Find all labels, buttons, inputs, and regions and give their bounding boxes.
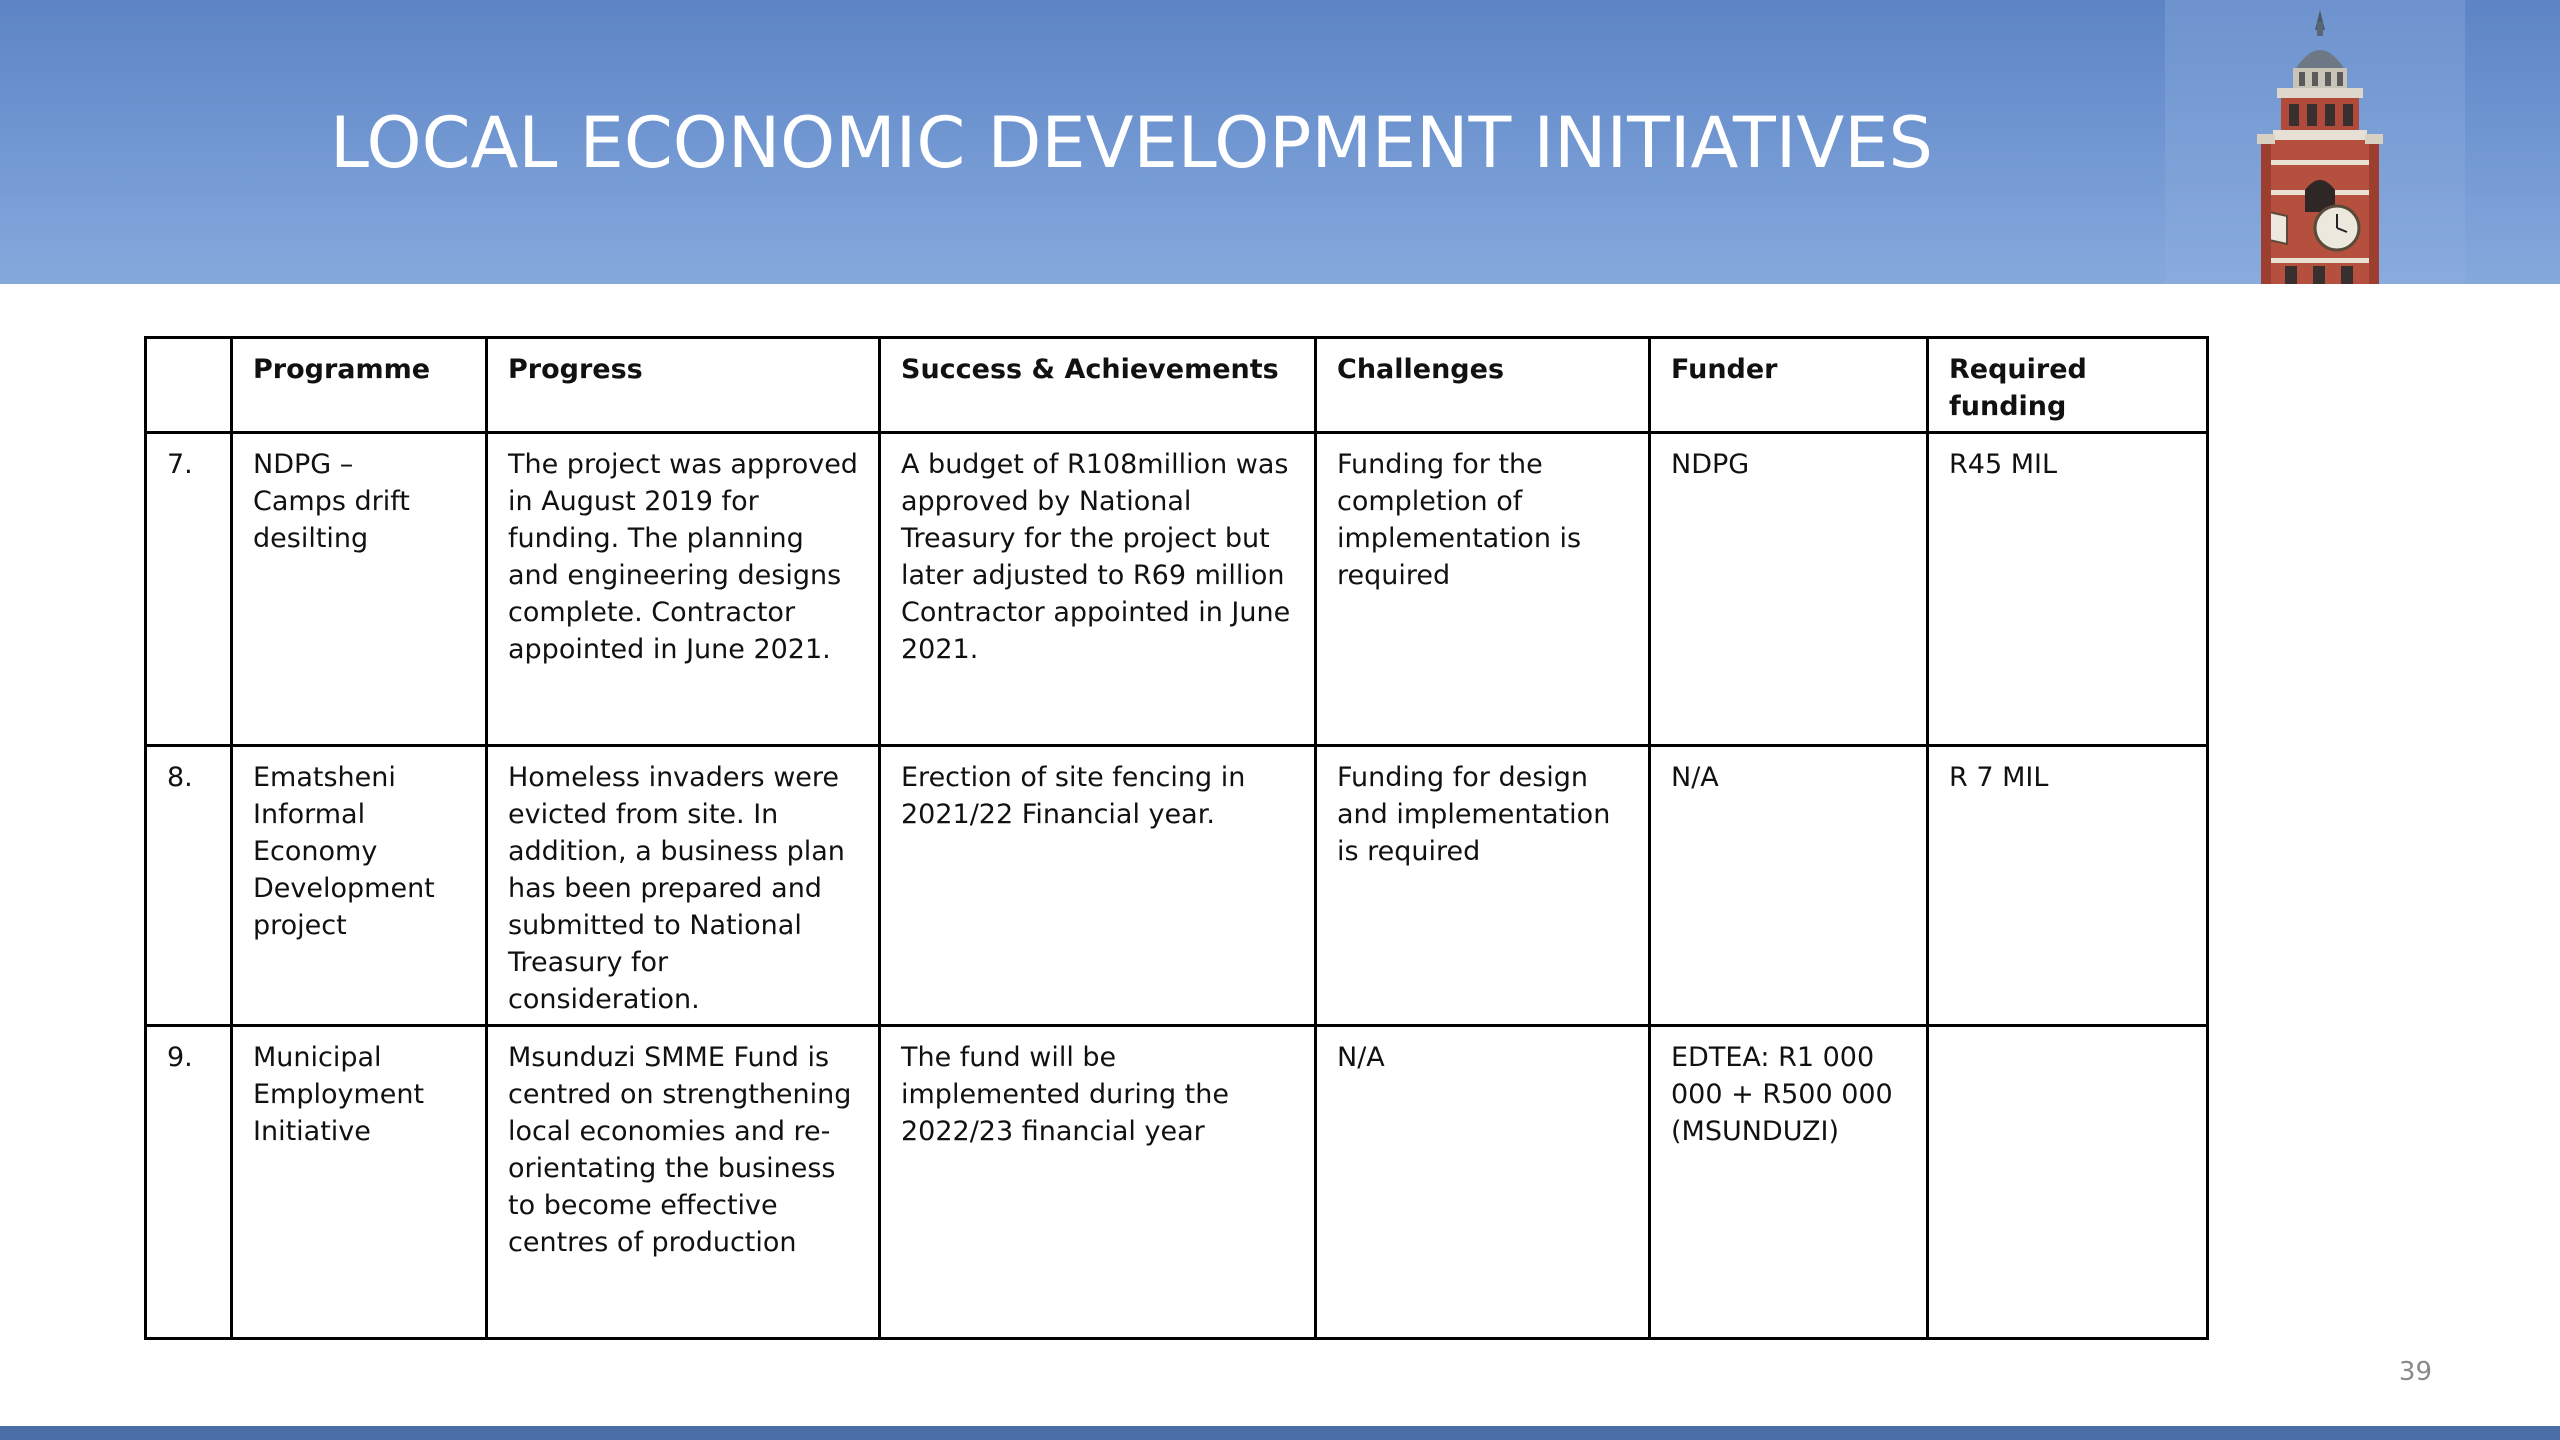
slide-title: LOCAL ECONOMIC DEVELOPMENT INITIATIVES (330, 102, 1933, 184)
row-funder: N/A (1650, 746, 1928, 1026)
row-challenges: N/A (1316, 1026, 1650, 1339)
header-progress: Progress (487, 338, 880, 433)
row-progress: The project was approved in August 2019 for funding. The planning and engineering designs complete. Contractor appointed in June 2021. (487, 433, 880, 746)
clock-tower-icon (2165, 0, 2465, 284)
page-number: 39 (2398, 1357, 2432, 1387)
row-funder: EDTEA: R1 000 000 + R500 000 (MSUNDUZI) (1650, 1026, 1928, 1339)
row-funder: NDPG (1650, 433, 1928, 746)
table-row (146, 433, 2208, 746)
table-row (146, 746, 2208, 1026)
row-programme: Ematsheni Informal Economy Development project (232, 746, 487, 1026)
row-challenges: Funding for the completion of implementation is required (1316, 433, 1650, 746)
table-header-row (146, 338, 2208, 433)
row-progress: Msunduzi SMME Fund is centred on strengthening local economies and re-orientating the business to become effective centres of production (487, 1026, 880, 1339)
row-programme: NDPG – Camps drift desilting (232, 433, 487, 746)
row-required-funding: R 7 MIL (1928, 746, 2208, 1026)
header-programme: Programme (232, 338, 487, 433)
header-required-funding: Required funding (1928, 338, 2208, 433)
row-number: 9. (146, 1026, 232, 1339)
table-row (146, 1026, 2208, 1339)
row-success: The fund will be implemented during the 2022/23 financial year (880, 1026, 1316, 1339)
header-number (146, 338, 232, 433)
bottom-bar (0, 1426, 2560, 1440)
header-success: Success & Achievements (880, 338, 1316, 433)
row-success: Erection of site fencing in 2021/22 Financial year. (880, 746, 1316, 1026)
initiatives-table (144, 336, 2209, 1340)
header-funder: Funder (1650, 338, 1928, 433)
row-success: A budget of R108million was approved by National Treasury for the project but later adjusted to R69 million Contractor appointed in June 2021. (880, 433, 1316, 746)
row-challenges: Funding for design and implementation is required (1316, 746, 1650, 1026)
row-required-funding (1928, 1026, 2208, 1339)
row-number: 7. (146, 433, 232, 746)
row-programme: Municipal Employment Initiative (232, 1026, 487, 1339)
row-required-funding: R45 MIL (1928, 433, 2208, 746)
row-progress: Homeless invaders were evicted from site. In addition, a business plan has been prepared and submitted to National Treasury for consideration. (487, 746, 880, 1026)
header-challenges: Challenges (1316, 338, 1650, 433)
row-number: 8. (146, 746, 232, 1026)
